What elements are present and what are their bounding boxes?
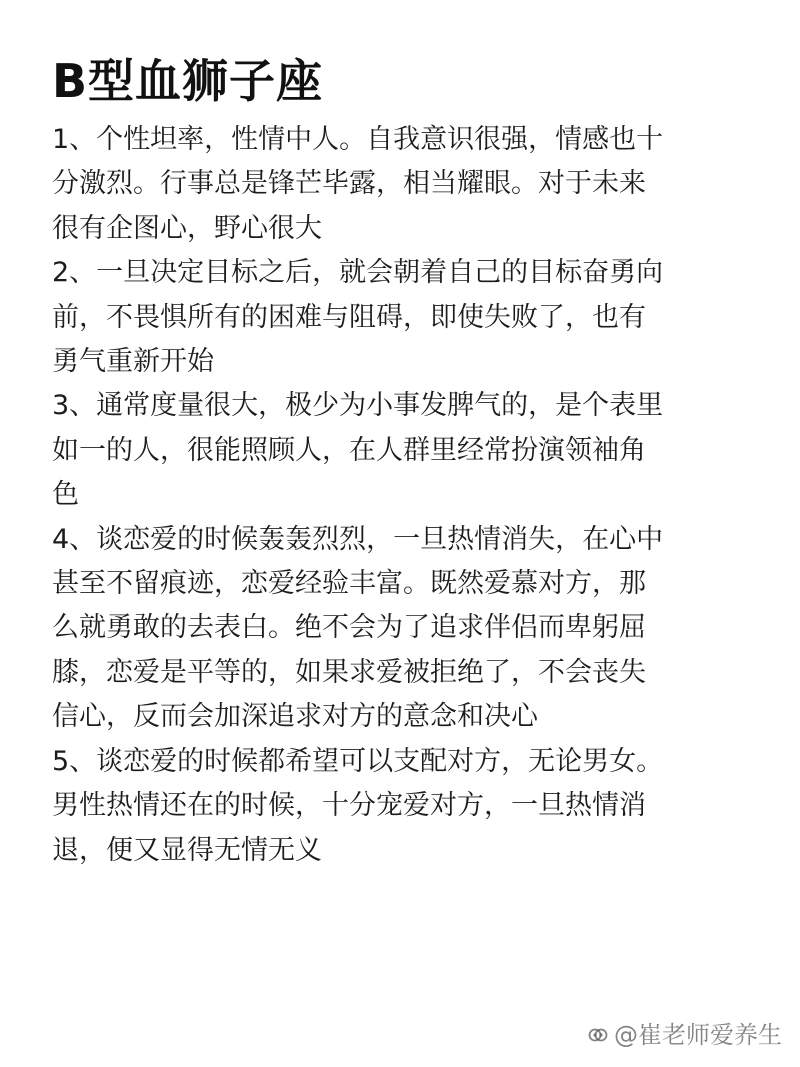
paragraph-line: 很有企图心，野心很大	[52, 212, 322, 244]
paragraph-line: 色	[52, 479, 79, 511]
paragraph-line: 男性热情还在的时候，十分宠爱对方，一旦热情消	[52, 790, 646, 822]
paragraph-line: 如一的人，很能照顾人，在人群里经常扮演领袖角	[52, 434, 646, 466]
paragraph-line: 信心，反而会加深追求对方的意念和决心	[52, 701, 538, 733]
article-body	[52, 118, 752, 873]
paragraph-line: 3、通常度量很大，极少为小事发脾气的，是个表里	[52, 390, 664, 422]
paragraph-line: 甚至不留痕迹，恋爱经验丰富。既然爱慕对方，那	[52, 568, 646, 600]
paragraph-line: 么就勇敢的去表白。绝不会为了追求伴侣而卑躬屈	[52, 612, 646, 644]
author-watermark	[586, 1021, 782, 1049]
paragraph-line: 2、一旦决定目标之后，就会朝着自己的目标奋勇向	[52, 257, 664, 289]
page-title: B型血狮子座	[52, 54, 324, 108]
paragraph-line: 前，不畏惧所有的困难与阻碍，即使失败了，也有	[52, 301, 646, 333]
paragraph-2	[52, 251, 752, 384]
paragraph-line: 1、个性坦率，性情中人。自我意识很强，情感也十	[52, 124, 664, 155]
paragraph-3	[52, 384, 752, 517]
watermark-text: @崔老师爱养生	[614, 1021, 782, 1049]
paragraph-5	[52, 740, 752, 873]
platform-logo-icon	[586, 1023, 610, 1047]
paragraph-line: 5、谈恋爱的时候都希望可以支配对方，无论男女。	[52, 745, 664, 777]
paragraph-line: 4、谈恋爱的时候轰轰烈烈，一旦热情消失，在心中	[52, 523, 664, 555]
paragraph-line: 退，便又显得无情无义	[52, 834, 322, 866]
paragraph-line: 分激烈。行事总是锋芒毕露，相当耀眼。对于未来	[52, 168, 646, 200]
paragraph-line: 膝，恋爱是平等的，如果求爱被拒绝了，不会丧失	[52, 656, 646, 688]
paragraph-line: 勇气重新开始	[52, 346, 214, 378]
paragraph-4	[52, 518, 752, 740]
paragraph-1	[52, 118, 752, 251]
